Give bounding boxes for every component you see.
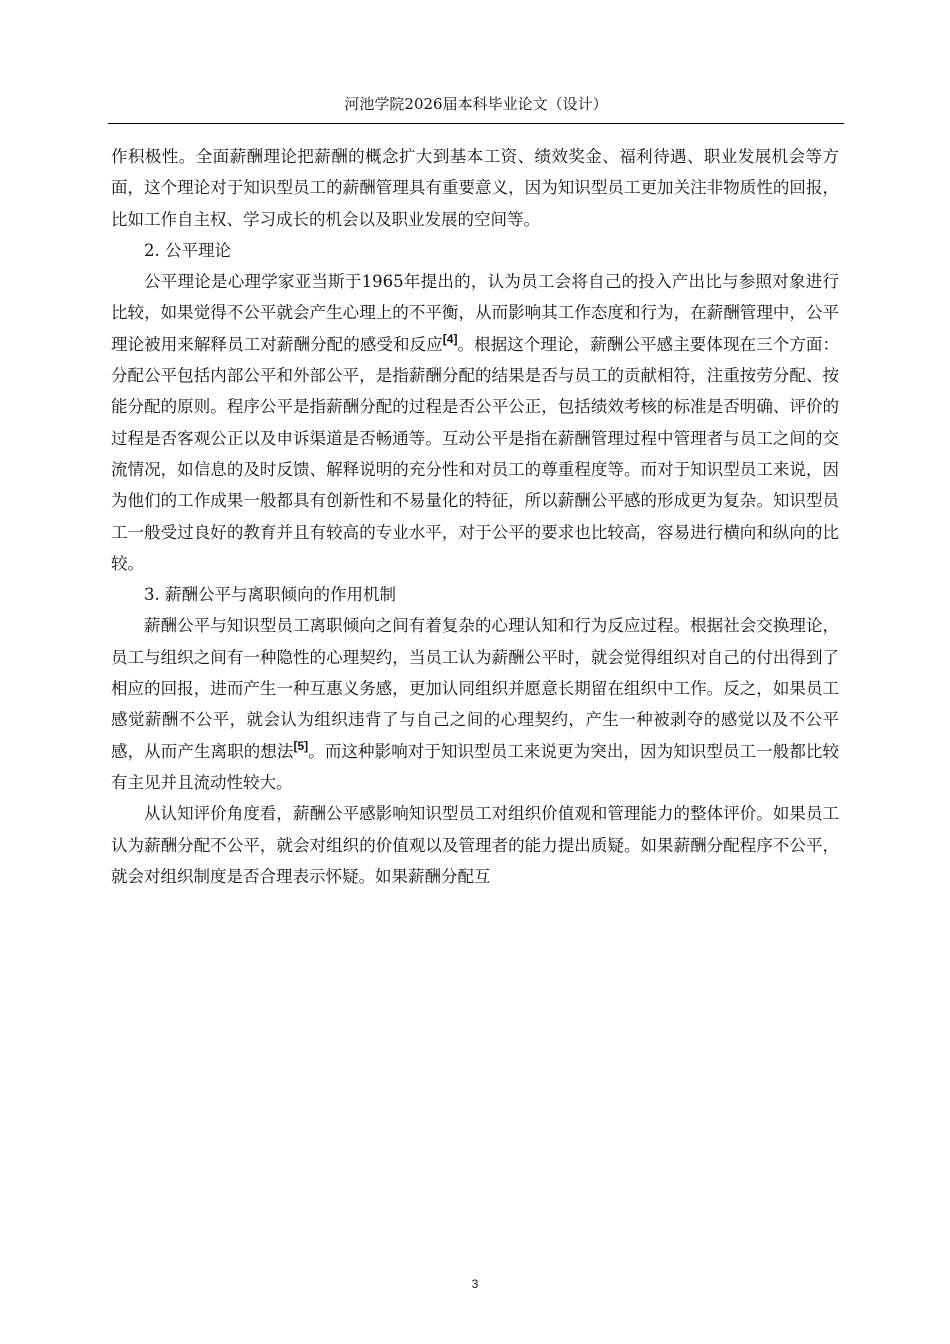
paragraph-equity-theory [111, 266, 839, 579]
section-heading-equity-theory: 2. 公平理论 [144, 240, 231, 260]
section-heading-mechanism: 3. 薪酬公平与离职倾向的作用机制 [144, 585, 396, 605]
body-text [111, 141, 839, 892]
paragraph-text: 公平理论是心理学家亚当斯于1965年提出的，认为员工会将自己的投入产出比与参照对象进行比较，如果觉得不公平就会产生心理上的不平衡，从而影响其工作态度和行为，在薪酬管理中，公平理论被用来解释员工对薪酬分配的感受和反应 [111, 272, 839, 354]
citation-ref-5[interactable]: [5] [293, 738, 309, 753]
paragraph-text: 薪酬公平与知识型员工离职倾向之间有着复杂的心理认知和行为反应过程。根据社会交换理论，员工与组织之间有一种隐性的心理契约，当员工认为薪酬公平时，就会觉得组织对自己的付出得到了相应的回报，进而产生一种互惠义务感，更加认同组织并愿意长期留在组织中工作。反之，如果员工感觉薪酬不公平，就会认为组织违背了与自己之间的心理契约，产生一种被剥夺的感觉以及不公平感，从而产生离职的想法 [111, 616, 839, 761]
paragraph-continued: 作积极性。全面薪酬理论把薪酬的概念扩大到基本工资、绩效奖金、福利待遇、职业发展机会等方面，这个理论对于知识型员工的薪酬管理具有重要意义，因为知识型员工更加关注非物质性的回报，比如工作自主权、学习成长的机会以及职业发展的空间等。 [111, 147, 839, 229]
paragraph-cognitive-evaluation: 从认知评价角度看，薪酬公平感影响知识型员工对组织价值观和管理能力的整体评价。如果员工认为薪酬分配不公平，就会对组织的价值观以及管理者的能力提出质疑。如果薪酬分配程序不公平，就会对组织制度是否合理表示怀疑。如果薪酬分配互 [111, 804, 839, 886]
paragraph-text: 。根据这个理论，薪酬公平感主要体现在三个方面：分配公平包括内部公平和外部公平，是指薪酬分配的结果是否与员工的贡献相符，注重按劳分配、按能分配的原则。程序公平是指薪酬分配的过程是否公平公正，包括绩效考核的标准是否明确、评价的过程是否客观公正以及申诉渠道是否畅通等。互动公平是指在薪酬管理过程中管理者与员工之间的交流情况，如信息的及时反馈、解释说明的充分性和对员工的尊重程度等。而对于知识型员工来说，因为他们的工作成果一般都具有创新性和不易量化的特征，所以薪酬公平感的形成更为复杂。知识型员工一般受过良好的教育并且有较高的专业水平，对于公平的要求也比较高，容易进行横向和纵向的比较。 [111, 334, 840, 573]
paragraph-text: 。而这种影响对于知识型员工来说更为突出，因为知识型员工一般都比较有主见并且流动性较大。 [111, 741, 840, 792]
paragraph-mechanism [111, 610, 839, 798]
citation-ref-4[interactable]: [4] [442, 331, 458, 346]
header-rule [108, 123, 844, 124]
page-number: 3 [471, 1277, 479, 1291]
running-header: 河池学院2026届本科毕业论文（设计） [344, 95, 608, 113]
